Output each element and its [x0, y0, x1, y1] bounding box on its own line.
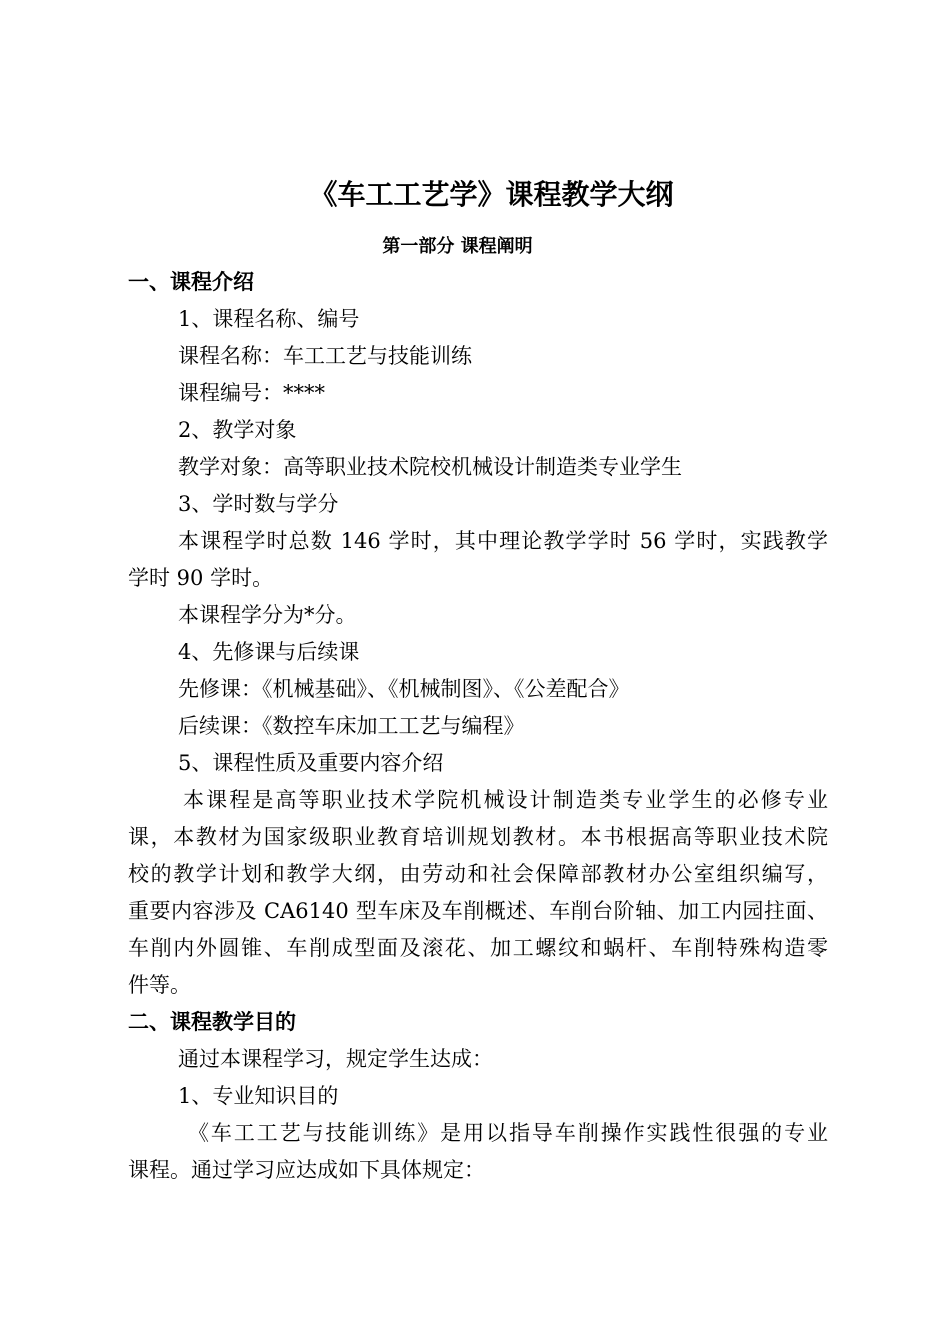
- nature-line-1: 本课程是高等职业技术学院机械设计制造类专业学生的必修专业: [183, 788, 828, 812]
- section-heading-1: 一、课程介绍: [128, 270, 254, 294]
- nature-line-2: 课，本教材为国家级职业教育培训规划教材。本书根据高等职业技术院: [128, 825, 828, 849]
- objectives-intro: 通过本课程学习，规定学生达成：: [178, 1047, 493, 1071]
- objectives-line-2: 课程。通过学习应达成如下具体规定：: [128, 1158, 485, 1182]
- item-knowledge-objectives: 1、专业知识目的: [178, 1084, 339, 1108]
- item-course-nature: 5、课程性质及重要内容介绍: [178, 751, 444, 775]
- item-prerequisites: 4、先修课与后续课: [178, 640, 360, 664]
- course-code: 课程编号：****: [178, 381, 325, 405]
- document-body: [128, 264, 828, 1189]
- prerequisite-courses: 先修课：《机械基础》、《机械制图》、《公差配合》: [178, 677, 630, 701]
- nature-line-5: 车削内外圆锥、车削成型面及滚花、加工螺纹和蜗杆、车削特殊构造零: [128, 936, 828, 960]
- item-teaching-target: 2、教学对象: [178, 418, 297, 442]
- nature-line-4: 重要内容涉及 CA6140 型车床及车削概述、车削台阶轴、加工内园拄面、: [128, 899, 828, 923]
- nature-line-3: 校的教学计划和教学大纲，由劳动和社会保障部教材办公室组织编写，: [128, 862, 828, 886]
- hours-line-2: 学时 90 学时。: [128, 566, 274, 590]
- objectives-line-1: 《车工工艺与技能训练》是用以指导车削操作实践性很强的专业: [188, 1121, 828, 1145]
- item-course-name-code: 1、课程名称、编号: [178, 307, 360, 331]
- part-subtitle: 第一部分 课程阐明: [382, 236, 533, 257]
- teaching-target: 教学对象：高等职业技术院校机械设计制造类专业学生: [178, 455, 682, 479]
- course-name: 课程名称：车工工艺与技能训练: [178, 344, 472, 368]
- credits: 本课程学分为*分。: [178, 603, 357, 627]
- follow-up-courses: 后续课：《数控车床加工工艺与编程》: [178, 714, 525, 738]
- document-title: 《车工工艺学》课程教学大纲: [309, 178, 674, 211]
- item-hours-credits: 3、学时数与学分: [178, 492, 339, 516]
- hours-line-1: 本课程学时总数 146 学时，其中理论教学学时 56 学时，实践教学: [178, 529, 828, 553]
- nature-line-6: 件等。: [128, 973, 191, 997]
- section-heading-2: 二、课程教学目的: [128, 1010, 296, 1034]
